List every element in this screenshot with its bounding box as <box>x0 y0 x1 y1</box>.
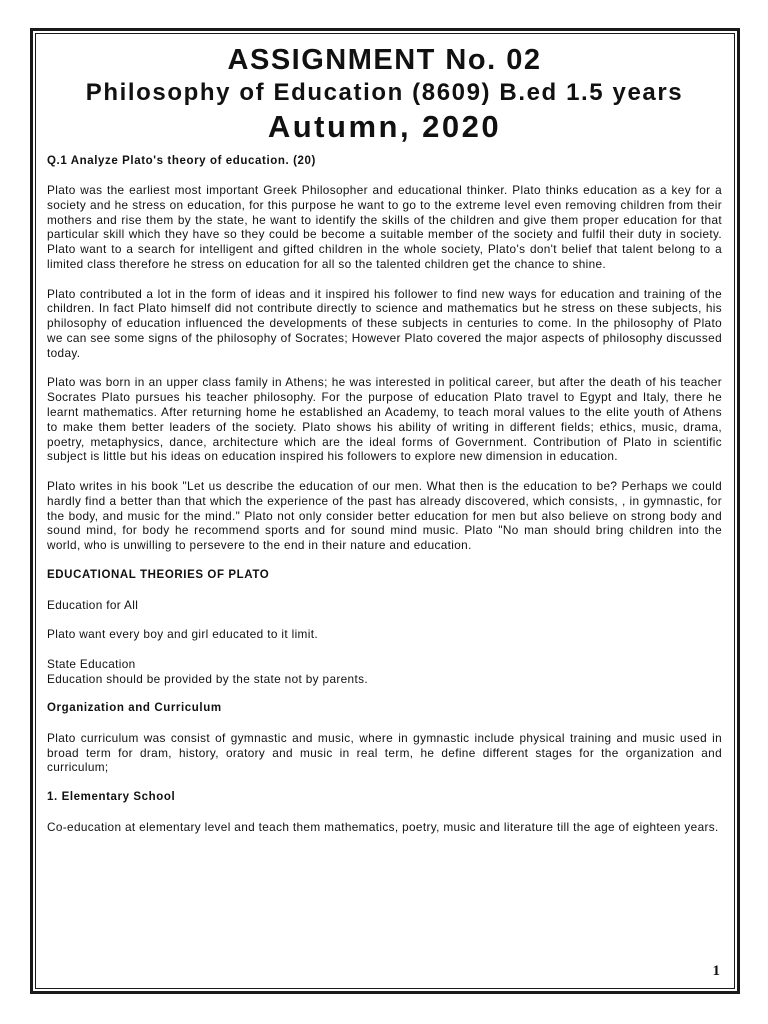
section-heading: EDUCATIONAL THEORIES OF PLATO <box>47 568 270 581</box>
page-number: 1 <box>712 963 720 979</box>
question-heading: Q.1 Analyze Plato's theory of education. (20) <box>47 155 316 167</box>
spacer <box>47 612 722 627</box>
education-for-all-text: Plato want every boy and girl educated to it limit. <box>47 627 318 642</box>
paragraph: Plato contributed a lot in the form of ideas and it inspired his follower to find new ways for education and training of the children. In fact Plato himself did not contribute directly to science and mathematics but he stress on these subjects, his philosophy of education influenced the developments of these subjects in centuries to come. In the philosophy of Plato we can see some signs of the philosophy of Socrates; However Plato covered the major aspects of philosophy discussed today. <box>47 286 722 360</box>
assignment-title: ASSIGNMENT No. 02 <box>227 44 542 76</box>
paragraph: Plato was the earliest most important Greek Philosopher and educational thinker. Plato thinks education as a key for a society and he stress on education, for this purpose he want to go to the extreme level even removing children from their mothers and rise them by the state, he want to identify the skills of the children and give them proper education for that particular skill which they have so they could be become a suitable member of the society and fulfil their duty in society. Plato want to a search for intelligent and gifted children in the whole society, Plato's don't belief that talent belong to a limited class therefore he stress on education for all so the talented children get the chance to shine. <box>47 183 722 271</box>
state-education-text: Education should be provided by the state not by parents. <box>47 671 368 686</box>
subheading-education-for-all: Education for All <box>47 597 139 612</box>
spacer <box>47 642 722 657</box>
elementary-heading: 1. Elementary School <box>47 791 176 804</box>
term-label: Autumn, 2020 <box>267 109 502 144</box>
organization-heading: Organization and Curriculum <box>47 702 222 715</box>
document-body <box>47 42 722 849</box>
subheading-state-education: State Education <box>47 656 136 671</box>
organization-text: Plato curriculum was consist of gymnastic and music, where in gymnastic include physical training and music used in broad term for dram, history, oratory and music in real term, he define different stages for the organization and curriculum; <box>47 730 722 775</box>
spacer <box>47 686 722 701</box>
paragraph: Plato writes in his book "Let us describe the education of our men. What then is the education to be? Perhaps we could hardly find a better than that which the experience of the past has already discovered, which consists, , in gymnastic, for the body, and music for the mind." Plato not only consider better education for men but also believe on strong body and sound mind, for body he recommend sports and for sound mind music. Plato "No man should bring children into the world, who is unwilling to persevere to the end in their nature and education. <box>47 478 722 553</box>
paragraph: Plato was born in an upper class family in Athens; he was interested in political career, but after the death of his teacher Socrates Plato pursues his teacher philosophy. For the purpose of education Plato travel to Egypt and Italy, there he learnt mathematics. After returning home he established an Academy, to teach moral values to the elite youth of Athens to make them better leaders of the society. Plato shows his ability of writing in different fields; ethics, music, drama, poetry, metaphysics, dance, architecture which are the ideal forms of Government. Contribution of Plato in scientific subject is little but his ideas on education inspired his followers to explore new dimension in education. <box>47 375 722 464</box>
course-subtitle: Philosophy of Education (8609) B.ed 1.5 years <box>85 79 684 106</box>
elementary-text: Co-education at elementary level and teach them mathematics, poetry, music and literature till the age of eighteen years. <box>47 819 719 834</box>
